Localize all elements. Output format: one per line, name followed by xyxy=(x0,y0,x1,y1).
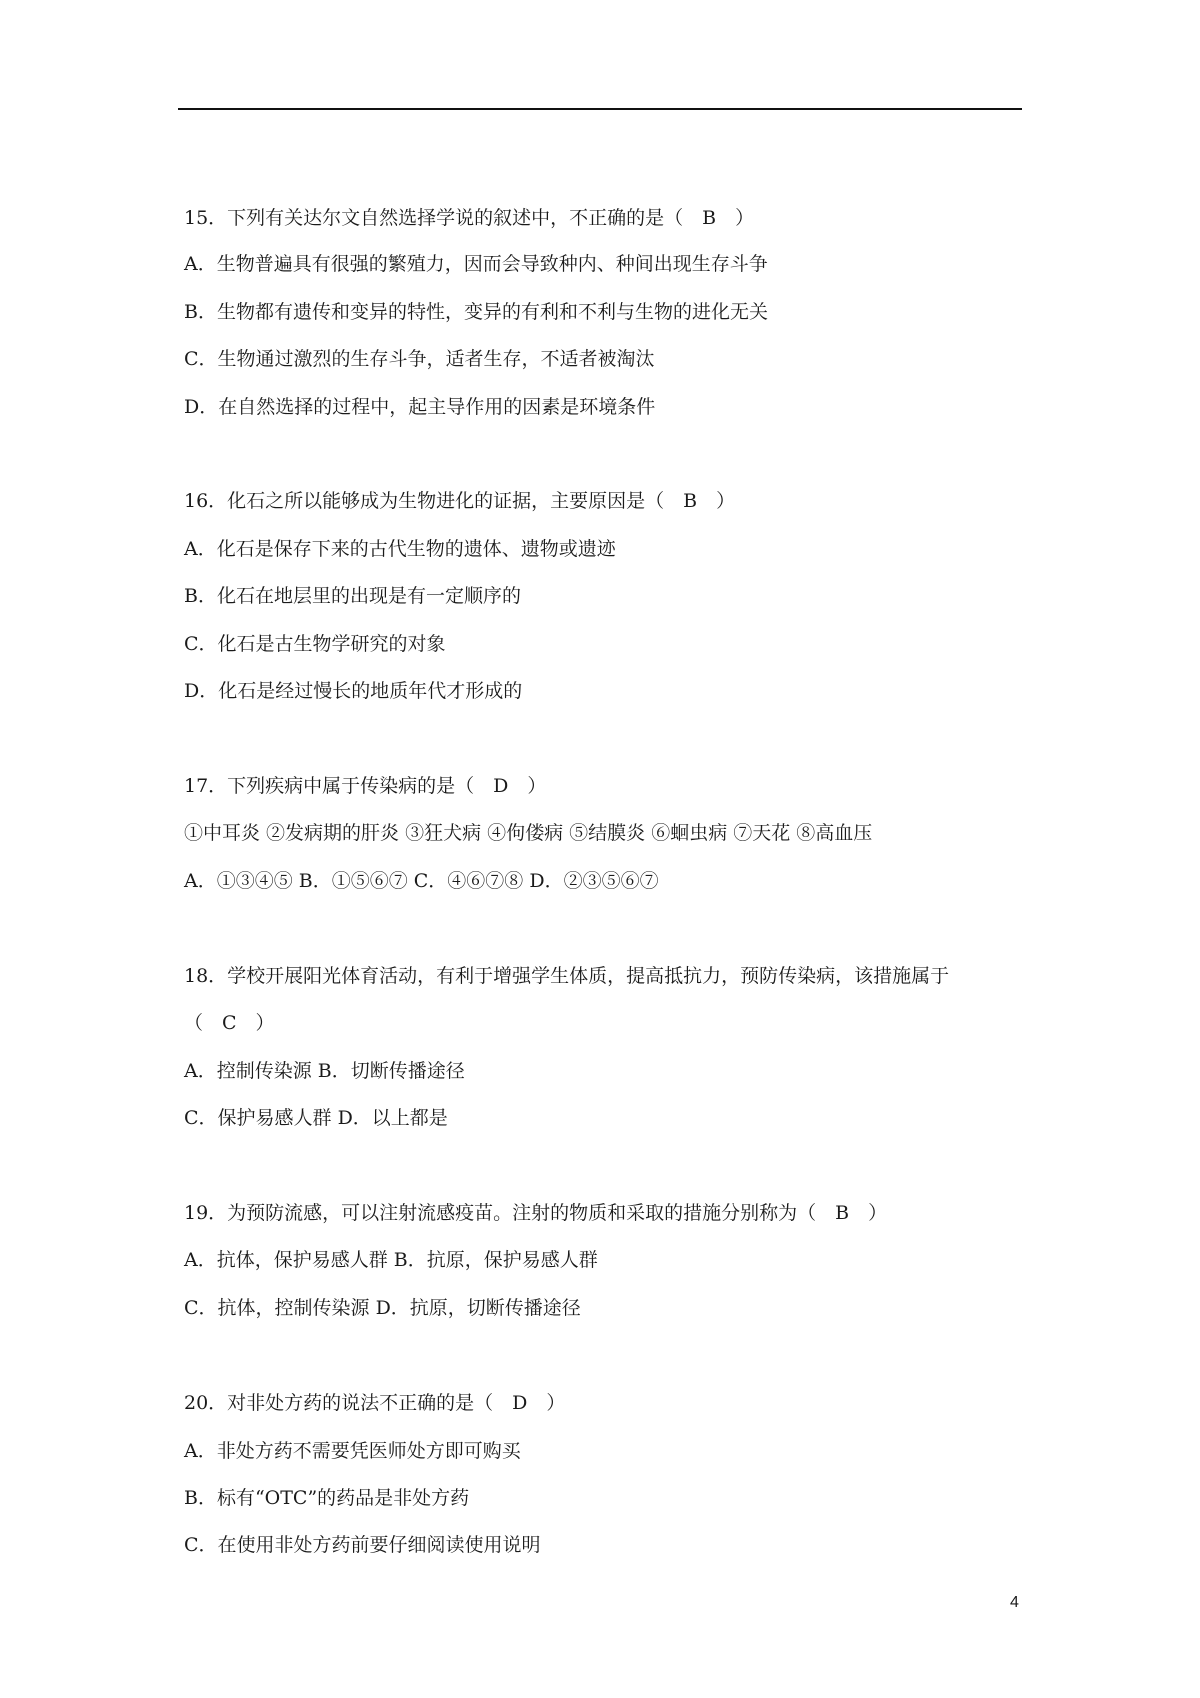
question-18-options-ab: A．控制传染源 B．切断传播途径 xyxy=(184,1060,465,1082)
question-16-option-d: D．化石是经过慢长的地质年代才形成的 xyxy=(184,680,523,702)
question-16-option-a: A．化石是保存下来的古代生物的遗体、遗物或遗迹 xyxy=(184,538,616,560)
question-20-option-b: B．标有“OTC”的药品是非处方药 xyxy=(184,1487,470,1509)
question-15-stem: 15．下列有关达尔文自然选择学说的叙述中，不正确的是（ B ） xyxy=(184,207,755,229)
question-20-stem: 20．对非处方药的说法不正确的是（ D ） xyxy=(184,1392,566,1414)
question-16-option-b: B．化石在地层里的出现是有一定顺序的 xyxy=(184,585,521,607)
question-16-stem: 16．化石之所以能够成为生物进化的证据，主要原因是（ B ） xyxy=(184,490,736,512)
question-19-options-cd: C．抗体，控制传染源 D．抗原，切断传播途径 xyxy=(184,1297,581,1319)
question-15-option-b: B．生物都有遗传和变异的特性，变异的有利和不利与生物的进化无关 xyxy=(184,301,768,323)
question-20-option-c: C．在使用非处方药前要仔细阅读使用说明 xyxy=(184,1534,541,1556)
question-19-stem: 19．为预防流感，可以注射流感疫苗。注射的物质和采取的措施分别称为（ B ） xyxy=(184,1202,888,1224)
question-17-stem: 17．下列疾病中属于传染病的是（ D ） xyxy=(184,775,547,797)
header-rule xyxy=(178,108,1022,110)
question-18-answer: （ C ） xyxy=(184,1012,275,1034)
question-19-options-ab: A．抗体，保护易感人群 B．抗原，保护易感人群 xyxy=(184,1249,598,1271)
question-18-stem: 18．学校开展阳光体育活动，有利于增强学生体质，提高抵抗力，预防传染病，该措施属于 xyxy=(184,965,950,987)
question-18-options-cd: C．保护易感人群 D．以上都是 xyxy=(184,1107,448,1129)
question-17-disease-list: ①中耳炎 ②发病期的肝炎 ③狂犬病 ④佝偻病 ⑤结膜炎 ⑥蛔虫病 ⑦天花 ⑧高血压 xyxy=(184,822,873,844)
page-number: 4 xyxy=(1010,1594,1019,1611)
question-16-option-c: C．化石是古生物学研究的对象 xyxy=(184,633,446,655)
question-17-options: A．①③④⑤ B．①⑤⑥⑦ C．④⑥⑦⑧ D．②③⑤⑥⑦ xyxy=(184,870,659,892)
question-15-option-c: C．生物通过激烈的生存斗争，适者生存，不适者被淘汰 xyxy=(184,348,655,370)
question-20-option-a: A．非处方药不需要凭医师处方即可购买 xyxy=(184,1440,521,1462)
question-15-option-d: D．在自然选择的过程中，起主导作用的因素是环境条件 xyxy=(184,396,656,418)
question-15-option-a: A．生物普遍具有很强的繁殖力，因而会导致种内、种间出现生存斗争 xyxy=(184,253,768,275)
